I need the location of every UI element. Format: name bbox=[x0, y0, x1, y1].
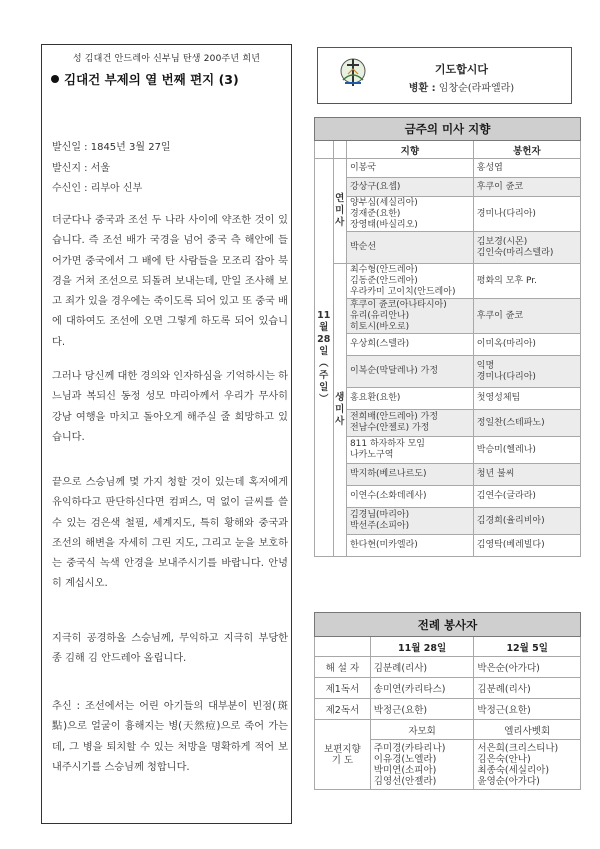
mass-row bbox=[315, 264, 581, 299]
paragraph-1: 더군다나 중국과 조선 두 나라 사이에 약조한 것이 있습니다. 즉 조선 배가 국경을 넘어 중국 측 해안에 들어가면 중국에서 그 배에 탄 사람들을 모조리 잡아 북경을 거쳐 조선으로 되돌려 보내는데, 만일 조사해 보고 죄가 있을 경우에는 죽이도록 되어 있고 또 중국 배에 대하여도 조선에 오면 그렇게 하도록 되어 있습니다. bbox=[52, 215, 288, 348]
jubilee-banner: 성 김대건 안드레아 신부님 탄생 200주년 희년 bbox=[72, 54, 261, 64]
mass-row bbox=[315, 535, 581, 557]
mass-row bbox=[315, 334, 581, 356]
mass-date-label: 11 월 28 일 ︵ 주 일 ︶ bbox=[315, 159, 334, 557]
mass-intent-cell: 이연수(소화데레사) bbox=[346, 486, 473, 508]
mass-intentions-table bbox=[314, 117, 581, 557]
mass-intent-cell: 최수형(안드레아) 김동준(안드레아) 우라카미 고이치(안드레아) bbox=[346, 264, 473, 299]
prayer-box bbox=[317, 47, 572, 104]
mass-offer-cell: 평화의 모후 Pr. bbox=[473, 264, 580, 299]
mass-row bbox=[315, 508, 581, 535]
mass-offer-cell: 익명 경미나(다리아) bbox=[473, 356, 580, 388]
liturgy-role: 제1독서 bbox=[315, 678, 371, 699]
liturgy-role-prayers: 보편지향 기 도 bbox=[315, 720, 371, 790]
mass-intent-cell: 우상희(스텔라) bbox=[346, 334, 473, 356]
paragraph-3: 끝으로 스승님께 몇 가지 청할 것이 있는데 혹저에게 유익하다고 판단하신다면 컴퍼스, 먹 없이 글씨를 쓸 수 있는 검은색 철필, 세계지도, 특히 황해와 중국과 조선의 해변을 자세히 그린 지도, 그리고 눈을 보호하는 중국식 녹색 안경을 보내주시기를 바랍니다. 안녕히 계십시오. bbox=[52, 477, 288, 590]
liturgy-date-1: 11월 28일 bbox=[370, 637, 474, 657]
mass-offer-cell: 김보경(시몬) 김인숙(마리스텔라) bbox=[473, 232, 580, 264]
header-offer: 봉헌자 bbox=[473, 141, 580, 159]
mass-intent-cell: 강상구(요셉) bbox=[346, 178, 473, 197]
mass-row bbox=[315, 178, 581, 197]
mass-offer-cell: 첫영성체팀 bbox=[473, 388, 580, 410]
mass-intent-cell: 이복순(막달레나) 가정 bbox=[346, 356, 473, 388]
liturgy-server-date2: 박은순(아가다) bbox=[474, 657, 581, 678]
mass-offer-cell: 박승미(헬레나) bbox=[473, 437, 580, 464]
liturgy-group-row bbox=[315, 720, 581, 740]
paragraph-2: 그러나 당신께 대한 경의와 인자하심을 기억하시는 하느님과 복되신 동정 성모 마리아께서 우리가 무사히 강남 여행을 마치고 돌아오게 해주실 줄 희망하고 있습니다. bbox=[52, 371, 288, 443]
mass-intent-cell: 이봉국 bbox=[346, 159, 473, 178]
liturgy-row bbox=[315, 699, 581, 720]
mass-intent-cell: 홍요환(요한) bbox=[346, 388, 473, 410]
mass-group-living: 생 미 사 bbox=[333, 264, 346, 557]
liturgy-date-2: 12월 5일 bbox=[474, 637, 581, 657]
group-name-date2: 엘리사벳회 bbox=[474, 720, 581, 740]
prayer-title: 기도합시다 bbox=[434, 63, 489, 76]
mass-offer-cell: 김경희(율리비아) bbox=[473, 508, 580, 535]
mass-intent-cell: 박지하(베르나르도) bbox=[346, 464, 473, 486]
mass-offer-cell: 후쿠이 쥰코 bbox=[473, 178, 580, 197]
prayer-patient: 병환 : 임창순(라파엘라) bbox=[408, 83, 515, 94]
paragraph-4: 지극히 공경하올 스승님께, 무익하고 지극히 부당한 종 김해 김 안드레아 올립니다. bbox=[52, 633, 288, 665]
liturgy-role: 제2독서 bbox=[315, 699, 371, 720]
letter-panel bbox=[41, 44, 292, 824]
meta-sent-date: 발신일 : 1845년 3월 27일 bbox=[52, 142, 171, 153]
mass-offer-cell: 김연수(글라라) bbox=[473, 486, 580, 508]
mass-row bbox=[315, 159, 581, 178]
mass-row bbox=[315, 356, 581, 388]
mass-offer-cell: 정일찬(스테파노) bbox=[473, 410, 580, 437]
mass-group-memorial: 연 미 사 bbox=[333, 159, 346, 264]
group-members-date2: 서은희(크리스티나) 김은숙(안나) 최종숙(세실리아) 윤영순(아가다) bbox=[474, 740, 581, 790]
mass-intent-cell: 후쿠이 쥰코(아나타시아) 유리(유리안나) 히토시(바오로) bbox=[346, 299, 473, 334]
paragraph-5: 추신 : 조선에서는 어린 아기들의 대부분이 빈점(斑點)으로 얼굴이 흉해지는 병(天然痘)으로 죽어 가는데, 그 병을 퇴치할 수 있는 처방을 명확하게 적어 보내주시기를 스승님께 청합니다. bbox=[52, 701, 288, 773]
mass-intent-cell: 전희배(안드레아) 가정 전남수(안젤로) 가정 bbox=[346, 410, 473, 437]
mass-table-title: 금주의 미사 지향 bbox=[315, 118, 581, 141]
mass-offer-cell: 후쿠이 쥰코 bbox=[473, 299, 580, 334]
liturgy-servers-table bbox=[314, 612, 581, 790]
liturgy-server-date1: 박정근(요한) bbox=[370, 699, 474, 720]
mass-row bbox=[315, 232, 581, 264]
mass-row bbox=[315, 486, 581, 508]
mass-offer-cell: 홍성엽 bbox=[473, 159, 580, 178]
liturgy-row bbox=[315, 657, 581, 678]
mass-offer-cell: 청년 불씨 bbox=[473, 464, 580, 486]
bullet-icon bbox=[51, 75, 59, 83]
mass-intent-cell: 811 하자하자 모임 나카노구역 bbox=[346, 437, 473, 464]
liturgy-role: 해 설 자 bbox=[315, 657, 371, 678]
mass-offer-cell: 경미나(다리아) bbox=[473, 197, 580, 232]
liturgy-server-date2: 박정근(요한) bbox=[474, 699, 581, 720]
liturgy-table-title: 전례 봉사자 bbox=[315, 613, 581, 637]
mass-row bbox=[315, 299, 581, 334]
letter-title bbox=[51, 70, 239, 88]
liturgy-server-date1: 김분례(리사) bbox=[370, 657, 474, 678]
liturgy-server-date1: 송미연(카리타스) bbox=[370, 678, 474, 699]
group-name-date1: 자모회 bbox=[370, 720, 474, 740]
mass-row bbox=[315, 197, 581, 232]
mass-intent-cell: 박순선 bbox=[346, 232, 473, 264]
mass-row bbox=[315, 388, 581, 410]
header-intent: 지향 bbox=[346, 141, 473, 159]
mass-intent-cell: 양부심(세실리아) 경재준(요한) 장영태(바실리오) bbox=[346, 197, 473, 232]
mass-offer-cell: 김영탁(베레빌다) bbox=[473, 535, 580, 557]
liturgy-server-date2: 김분례(리사) bbox=[474, 678, 581, 699]
mass-offer-cell: 이미옥(마리아) bbox=[473, 334, 580, 356]
group-members-date1: 주미경(카타리나) 이유경(노엘라) 박미연(소피아) 김영선(안젤라) bbox=[370, 740, 474, 790]
meta-sent-place: 발신지 : 서울 bbox=[52, 163, 111, 174]
mass-row bbox=[315, 464, 581, 486]
letter-title-text: 김대건 부제의 열 번째 편지 (3) bbox=[64, 72, 239, 87]
mass-intent-cell: 한다현(미카엘라) bbox=[346, 535, 473, 557]
mass-row bbox=[315, 410, 581, 437]
liturgy-row bbox=[315, 678, 581, 699]
mass-row bbox=[315, 437, 581, 464]
patient-name: 임창순(라파엘라) bbox=[438, 83, 515, 94]
meta-recipient: 수신인 : 리부아 신부 bbox=[52, 183, 143, 194]
mass-intent-cell: 김경님(마리아) 박선주(소피아) bbox=[346, 508, 473, 535]
